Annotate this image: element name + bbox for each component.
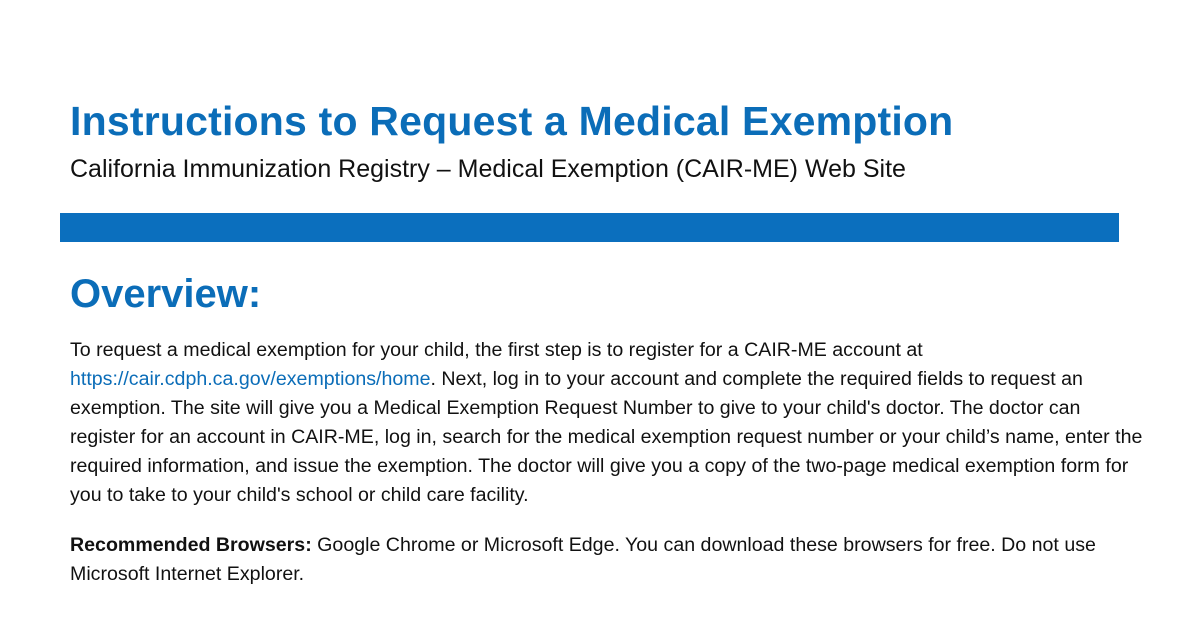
header-divider-bar [60, 213, 1119, 242]
overview-text-end: . Next, log in to your account and complete the required fields to request an exemption. The site will give you a Medical Exemption Request Number to give to your child's doctor. The doctor can register for an account in CAIR-ME, log in, search for the medical exemption request number or your child’s name, enter the required information, and issue the exemption. The doctor will give you a copy of the two-page medical exemption form for you to take to your child's school or child care facility. [70, 368, 1143, 506]
recommended-browsers-label: Recommended Browsers: [70, 534, 312, 556]
page-subtitle: California Immunization Registry – Medical Exemption (CAIR-ME) Web Site [70, 155, 906, 183]
recommended-browsers-paragraph [70, 531, 1150, 589]
page-title: Instructions to Request a Medical Exemption [70, 98, 954, 144]
overview-text-start: To request a medical exemption for your child, the first step is to register for a CAIR-ME account at [70, 339, 923, 361]
overview-heading: Overview: [70, 272, 262, 316]
recommended-browsers-text: Google Chrome or Microsoft Edge. You can download these browsers for free. Do not use Microsoft Internet Explorer. [70, 534, 1096, 585]
overview-paragraph [70, 336, 1150, 510]
cair-me-link[interactable]: https://cair.cdph.ca.gov/exemptions/home [70, 368, 431, 390]
